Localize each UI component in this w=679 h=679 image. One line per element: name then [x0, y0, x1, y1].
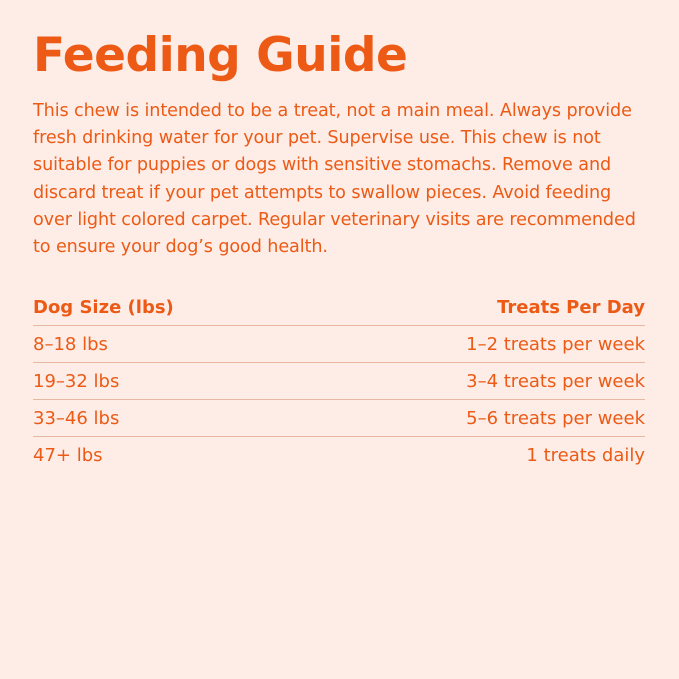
table-row [33, 363, 645, 400]
feeding-table [33, 289, 645, 473]
feeding-guide-panel [33, 24, 645, 473]
treats-cell: 1 treats daily [526, 444, 645, 466]
table-row [33, 437, 645, 473]
intro-paragraph: This chew is intended to be a treat, not a main meal. Always provide fresh drinking water for your pet. Supervise use. This chew is not suitable for puppies or dogs with sensitive stomachs. Remove and discard treat if your pet attempts to swallow pieces. Avoid feeding over light colored carpet. Regular veterinary visits are recommended to ensure your dog’s good health. [33, 101, 636, 258]
treats-cell: 5–6 treats per week [466, 407, 645, 429]
dog-size-cell: 8–18 lbs [33, 333, 108, 355]
dog-size-cell: 19–32 lbs [33, 370, 120, 392]
treats-cell: 3–4 treats per week [466, 370, 645, 392]
table-header-row [33, 289, 645, 326]
header-dog-size: Dog Size (lbs) [33, 296, 174, 318]
dog-size-cell: 47+ lbs [33, 444, 103, 466]
dog-size-cell: 33–46 lbs [33, 407, 120, 429]
table-row [33, 400, 645, 437]
table-row [33, 326, 645, 363]
header-treats-per-day: Treats Per Day [497, 296, 645, 318]
page-title: Feeding Guide [33, 28, 408, 83]
treats-cell: 1–2 treats per week [466, 333, 645, 355]
